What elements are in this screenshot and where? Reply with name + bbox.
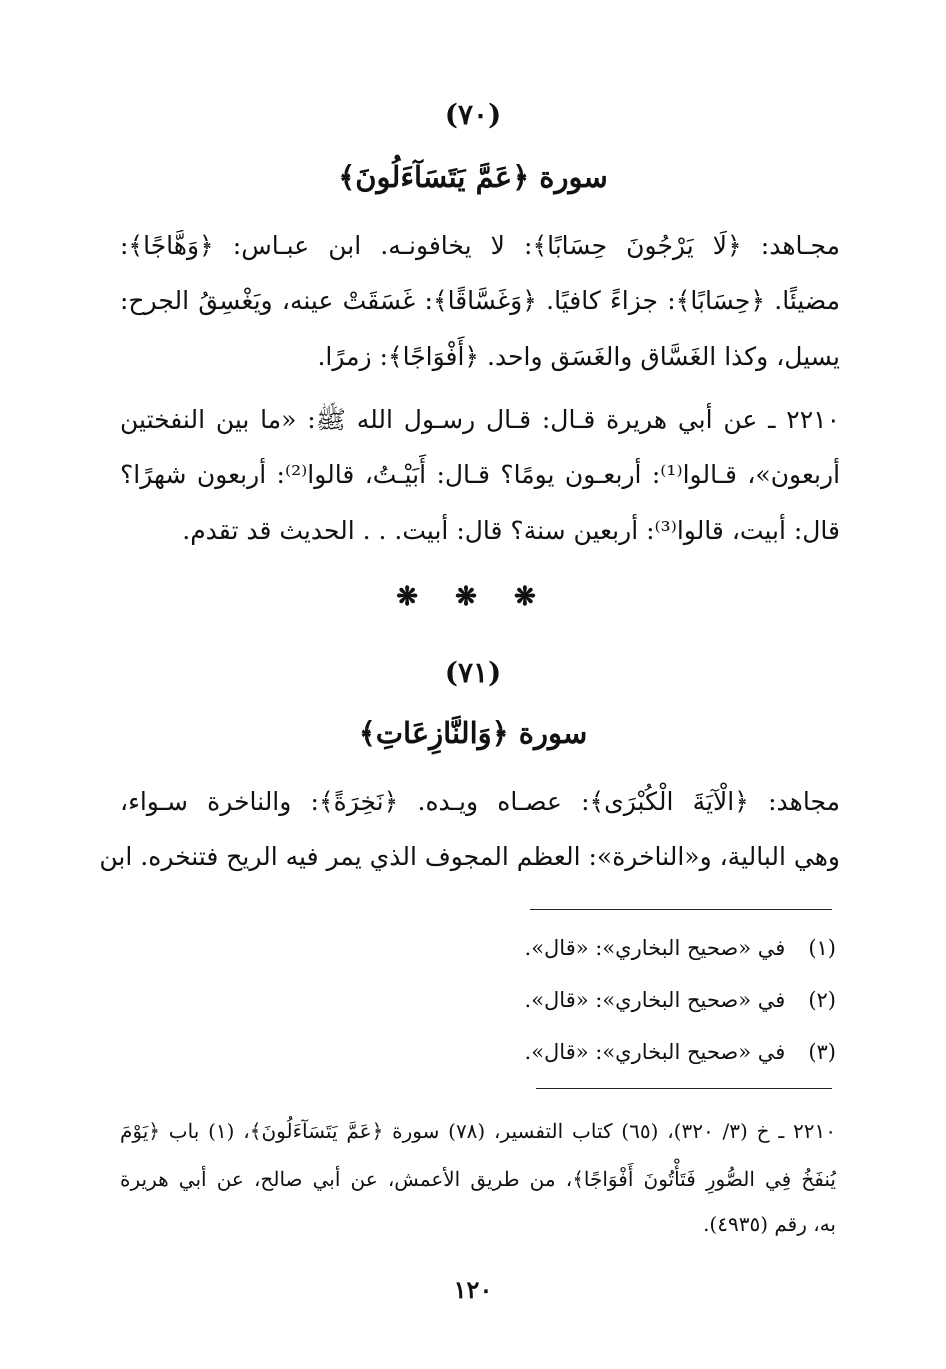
section-separator: ❋ ❋ ❋ bbox=[396, 582, 550, 612]
section-number: (٧٠) bbox=[444, 98, 502, 131]
reference-line: به، رقم (٤٩٣٥). bbox=[703, 1212, 836, 1236]
surah-title: سورة ﴿وَالنَّازِعَاتِ﴾ bbox=[358, 716, 588, 750]
footnote bbox=[436, 985, 836, 1015]
reference-line: يُنفَخُ فِي الصُّورِ فَتَأْتُونَ أَفْوَاجًا﴾، من طريق الأعمش، عن أبي صالح، عن أبي هريرة bbox=[120, 1167, 836, 1191]
footnote-number: (٢) bbox=[808, 988, 836, 1012]
footnote-rule bbox=[530, 909, 832, 910]
page-number: ١٢٠ bbox=[453, 1275, 493, 1304]
footnote-text: في «صحيح البخاري»: «قال». bbox=[524, 988, 786, 1012]
footnote-number: (٣) bbox=[808, 1040, 836, 1064]
footnote bbox=[436, 933, 836, 963]
paragraph-line: يسيل، وكذا الغَسَّاق والغَسَق واحد. ﴿أَفْوَاجًا﴾: زمرًا. bbox=[317, 342, 840, 371]
footnote-text: في «صحيح البخاري»: «قال». bbox=[524, 1040, 786, 1064]
hadith-line: ٢٢١٠ ـ عن أبي هريرة قـال: قـال رسـول الله ﷺ: «ما بين النفختين bbox=[120, 405, 840, 434]
paragraph-line: وهي البالية، و«الناخرة»: العظم المجوف الذي يمر فيه الريح فتنخره. ابن bbox=[99, 842, 840, 871]
footnote-number: (١) bbox=[808, 936, 836, 960]
hadith-line: أربعون»، قـالوا⁽¹⁾: أربعـون يومًا؟ قـال: أَبَيْـتُ، قالوا⁽²⁾: أربعون شهرًا؟ bbox=[120, 460, 841, 489]
section-number: (٧١) bbox=[444, 656, 502, 689]
paragraph-line: مجـاهد: ﴿لَا يَرْجُونَ حِسَابًا﴾: لا يخافونـه. ابن عبـاس: ﴿وَهَّاجًا﴾: bbox=[120, 231, 840, 260]
footnote bbox=[436, 1037, 836, 1067]
footnote-text: في «صحيح البخاري»: «قال». bbox=[524, 936, 786, 960]
reference-line: ٢٢١٠ ـ خ (٣/ ٣٢٠)، (٦٥) كتاب التفسير، (٧٨) سورة ﴿عَمَّ يَتَسَآءَلُونَ﴾، (١) باب ﴿يَوْمَ bbox=[120, 1119, 836, 1143]
reference-rule bbox=[536, 1088, 832, 1089]
hadith-line: قال: أبيت، قالوا⁽³⁾: أربعين سنة؟ قال: أبيت. . . الحديث قد تقدم. bbox=[182, 516, 840, 545]
paragraph-line: مضيئًا. ﴿حِسَابًا﴾: جزاءً كافيًا. ﴿وَغَسَّاقًا﴾: غَسَقَتْ عينه، ويَغْسِقُ الجرح: bbox=[120, 286, 840, 315]
paragraph-line: مجاهد: ﴿الْآيَةَ الْكُبْرَى﴾: عصـاه ويـده. ﴿نَخِرَةً﴾: والناخرة سـواء، bbox=[120, 787, 840, 816]
surah-title: سورة ﴿عَمَّ يَتَسَآءَلُونَ﴾ bbox=[338, 160, 608, 194]
